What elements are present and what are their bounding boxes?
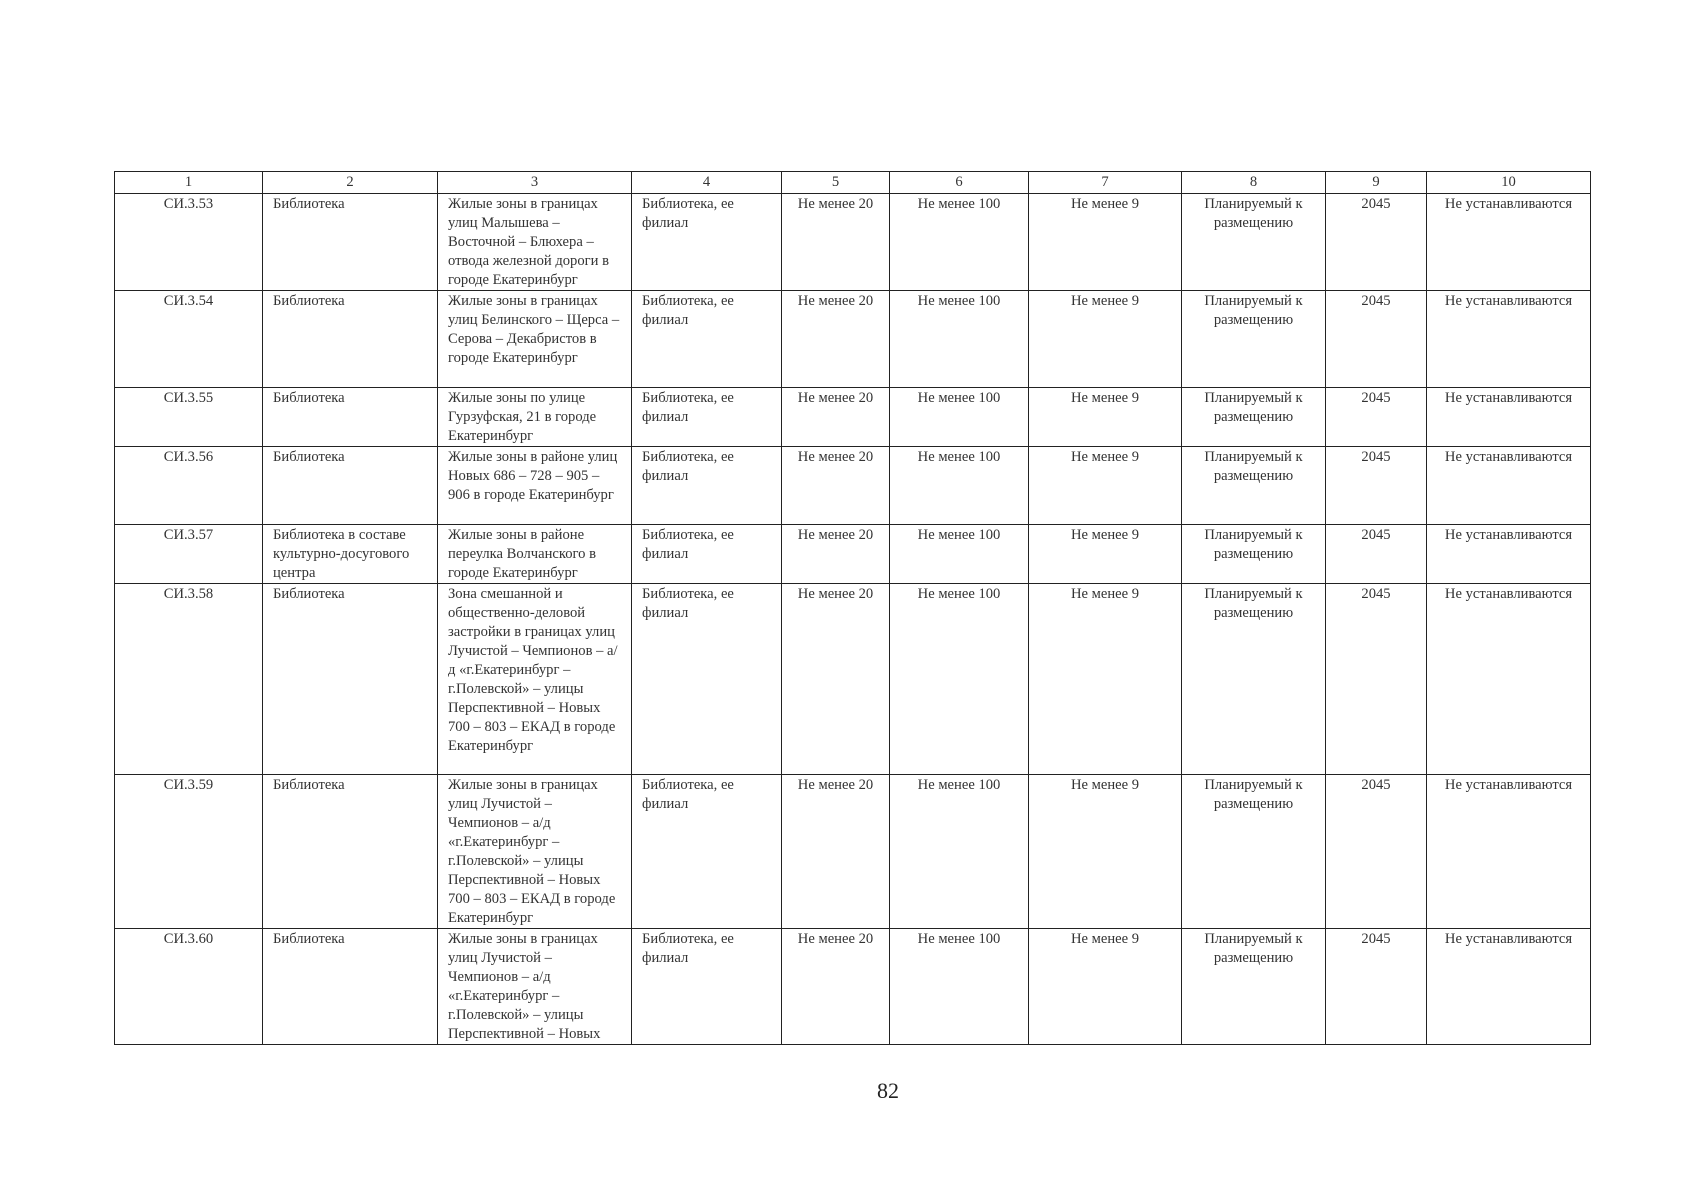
object-zones: Не устанавливаются [1427,929,1591,1045]
object-status: Планируемый к размещению [1182,447,1326,525]
object-name: Библиотека [263,775,438,929]
object-id: СИ.3.57 [115,525,263,584]
table-row [115,194,1591,291]
column-number: 8 [1182,172,1326,194]
object-status: Планируемый к размещению [1182,525,1326,584]
object-year: 2045 [1326,447,1427,525]
object-type: Библиотека, ее филиал [632,929,782,1045]
table-row [115,447,1591,525]
object-location: Жилые зоны в районе улиц Новых 686 – 728 – 905 – 906 в городе Екатеринбург [438,447,632,525]
object-type: Библиотека, ее филиал [632,775,782,929]
object-zones: Не устанавливаются [1427,584,1591,775]
col5-value: Не менее 20 [782,525,890,584]
table-row [115,584,1591,775]
col5-value: Не менее 20 [782,388,890,447]
object-location: Жилые зоны по улице Гурзуфская, 21 в городе Екатеринбург [438,388,632,447]
col6-value: Не менее 100 [890,388,1029,447]
object-zones: Не устанавливаются [1427,775,1591,929]
object-name: Библиотека [263,584,438,775]
col6-value: Не менее 100 [890,584,1029,775]
col5-value: Не менее 20 [782,291,890,388]
col5-value: Не менее 20 [782,775,890,929]
object-year: 2045 [1326,775,1427,929]
col7-value: Не менее 9 [1029,194,1182,291]
object-year: 2045 [1326,388,1427,447]
object-name: Библиотека [263,194,438,291]
table-row [115,775,1591,929]
object-name: Библиотека [263,388,438,447]
object-name: Библиотека [263,447,438,525]
object-zones: Не устанавливаются [1427,447,1591,525]
col6-value: Не менее 100 [890,775,1029,929]
table-row [115,525,1591,584]
object-year: 2045 [1326,194,1427,291]
object-id: СИ.3.56 [115,447,263,525]
object-location: Жилые зоны в границах улиц Лучистой – Чемпионов – а/д «г.Екатеринбург – г.Полевской» – улицы Перспективной – Новых [438,929,632,1045]
object-zones: Не устанавливаются [1427,525,1591,584]
object-type: Библиотека, ее филиал [632,291,782,388]
object-id: СИ.3.60 [115,929,263,1045]
table-row [115,291,1591,388]
col6-value: Не менее 100 [890,525,1029,584]
object-id: СИ.3.54 [115,291,263,388]
object-status: Планируемый к размещению [1182,929,1326,1045]
page-number: 82 [877,1078,899,1103]
object-status: Планируемый к размещению [1182,291,1326,388]
object-location: Жилые зоны в границах улиц Белинского – Щерса – Серова – Декабристов в городе Екатеринбург [438,291,632,388]
col7-value: Не менее 9 [1029,775,1182,929]
col7-value: Не менее 9 [1029,929,1182,1045]
object-location: Жилые зоны в границах улиц Лучистой – Чемпионов – а/д «г.Екатеринбург – г.Полевской» – улицы Перспективной – Новых 700 – 803 – ЕКАД в городе Екатеринбург [438,775,632,929]
object-id: СИ.3.55 [115,388,263,447]
object-location: Жилые зоны в районе переулка Волчанского в городе Екатеринбург [438,525,632,584]
column-number: 2 [263,172,438,194]
table-row [115,388,1591,447]
column-number: 3 [438,172,632,194]
object-location: Зона смешанной и общественно-деловой застройки в границах улиц Лучистой – Чемпионов – а/д «г.Екатеринбург – г.Полевской» – улицы Перспективной – Новых 700 – 803 – ЕКАД в городе Екатеринбург [438,584,632,775]
col6-value: Не менее 100 [890,929,1029,1045]
column-number: 7 [1029,172,1182,194]
object-id: СИ.3.53 [115,194,263,291]
col5-value: Не менее 20 [782,447,890,525]
object-zones: Не устанавливаются [1427,388,1591,447]
facilities-table [114,171,1591,1045]
col5-value: Не менее 20 [782,584,890,775]
column-number: 9 [1326,172,1427,194]
object-zones: Не устанавливаются [1427,291,1591,388]
object-name: Библиотека в составе культурно-досугового центра [263,525,438,584]
table-row [115,929,1591,1045]
object-type: Библиотека, ее филиал [632,525,782,584]
object-name: Библиотека [263,291,438,388]
object-status: Планируемый к размещению [1182,388,1326,447]
col7-value: Не менее 9 [1029,525,1182,584]
object-type: Библиотека, ее филиал [632,584,782,775]
col7-value: Не менее 9 [1029,447,1182,525]
column-number: 10 [1427,172,1591,194]
col7-value: Не менее 9 [1029,584,1182,775]
column-number: 4 [632,172,782,194]
object-type: Библиотека, ее филиал [632,388,782,447]
col7-value: Не менее 9 [1029,291,1182,388]
col5-value: Не менее 20 [782,929,890,1045]
object-zones: Не устанавливаются [1427,194,1591,291]
object-year: 2045 [1326,584,1427,775]
object-id: СИ.3.58 [115,584,263,775]
object-id: СИ.3.59 [115,775,263,929]
column-number: 6 [890,172,1029,194]
object-status: Планируемый к размещению [1182,775,1326,929]
column-number: 1 [115,172,263,194]
col6-value: Не менее 100 [890,447,1029,525]
column-number-row [115,172,1591,194]
object-type: Библиотека, ее филиал [632,194,782,291]
object-year: 2045 [1326,929,1427,1045]
object-year: 2045 [1326,525,1427,584]
object-status: Планируемый к размещению [1182,194,1326,291]
column-number: 5 [782,172,890,194]
col7-value: Не менее 9 [1029,388,1182,447]
col6-value: Не менее 100 [890,291,1029,388]
col6-value: Не менее 100 [890,194,1029,291]
object-year: 2045 [1326,291,1427,388]
object-type: Библиотека, ее филиал [632,447,782,525]
object-location: Жилые зоны в границах улиц Малышева – Восточной – Блюхера – отвода железной дороги в городе Екатеринбург [438,194,632,291]
object-name: Библиотека [263,929,438,1045]
col5-value: Не менее 20 [782,194,890,291]
object-status: Планируемый к размещению [1182,584,1326,775]
